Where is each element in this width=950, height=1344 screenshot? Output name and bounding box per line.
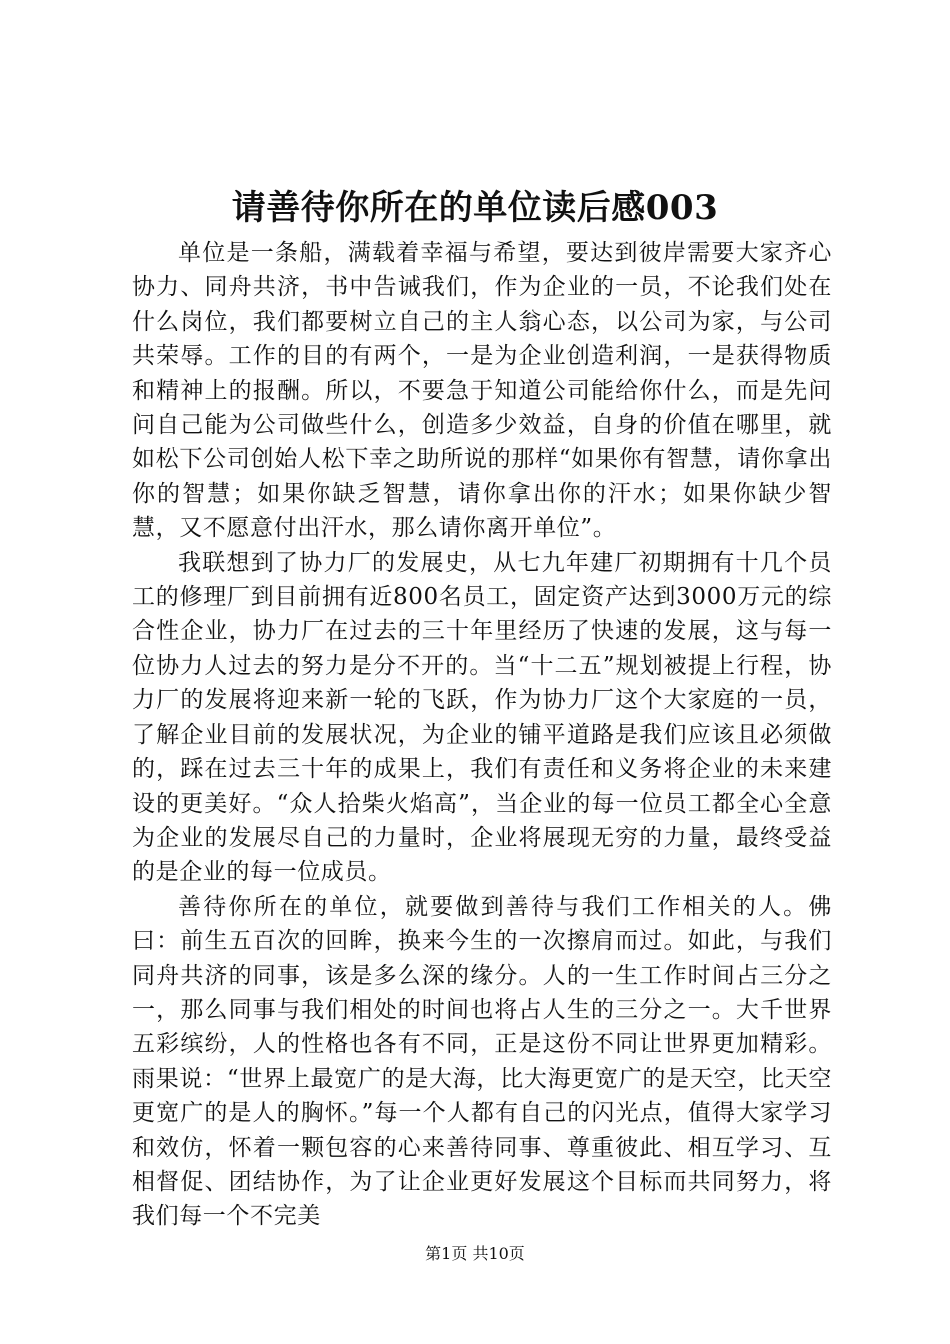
paragraph-1: 单位是一条船，满载着幸福与希望，要达到彼岸需要大家齐心协力、同舟共济，书中告诫我们，作为企业的一员，不论我们处在什么岗位，我们都要树立自己的主人翁心态，以公司为家，与公司共荣辱。工作的目的有两个，一是为企业创造利润，一是获得物质和精神上的报酬。所以，不要急于知道公司能给你什么，而是先问问自己能为公司做些什么，创造多少效益，自身的价值在哪里，就如松下公司创始人松下幸之助所说的那样“如果你有智慧，请你拿出你的智慧；如果你缺乏智慧，请你拿出你的汗水；如果你缺少智慧，又不愿意付出汗水，那么请你离开单位”。 [132,240,832,542]
paragraph-3: 善待你所在的单位，就要做到善待与我们工作相关的人。佛曰：前生五百次的回眸，换来今生的一次擦肩而过。如此，与我们同舟共济的同事，该是多么深的缘分。人的一生工作时间占三分之一，那么同事与我们相处的时间也将占人生的三分之一。大千世界五彩缤纷，人的性格也各有不同，正是这份不同让世界更加精彩。雨果说：“世界上最宽广的是大海，比大海更宽广的是天空，比天空更宽广的是人的胸怀。”每一个人都有自己的闪光点，值得大家学习和效仿，怀着一颗包容的心来善待同事、尊重彼此、相互学习、互相督促、团结协作，为了让企业更好发展这个目标而共同努力，将我们每一个不完美 [132,893,832,1230]
paragraph-2: 我联想到了协力厂的发展史，从七九年建厂初期拥有十几个员工的修理厂到目前拥有近800名员工，固定资产达到3000万元的综合性企业，协力厂在过去的三十年里经历了快速的发展，这与每一位协力人过去的努力是分不开的。当“十二五”规划被提上行程，协力厂的发展将迎来新一轮的飞跃，作为协力厂这个大家庭的一员，了解企业目前的发展状况，为企业的铺平道路是我们应该且必须做的，踩在过去三十年的成果上，我们有责任和义务将企业的未来建设的更美好。“众人拾柴火焰高”，当企业的每一位员工都全心全意为企业的发展尽自己的力量时，企业将展现无穷的力量，最终受益的是企业的每一位成员。 [132,549,832,886]
document-title: 请善待你所在的单位读后感003 [231,188,719,228]
page-footer: 第1页 共10页 [425,1244,525,1263]
document-body [132,236,832,1234]
